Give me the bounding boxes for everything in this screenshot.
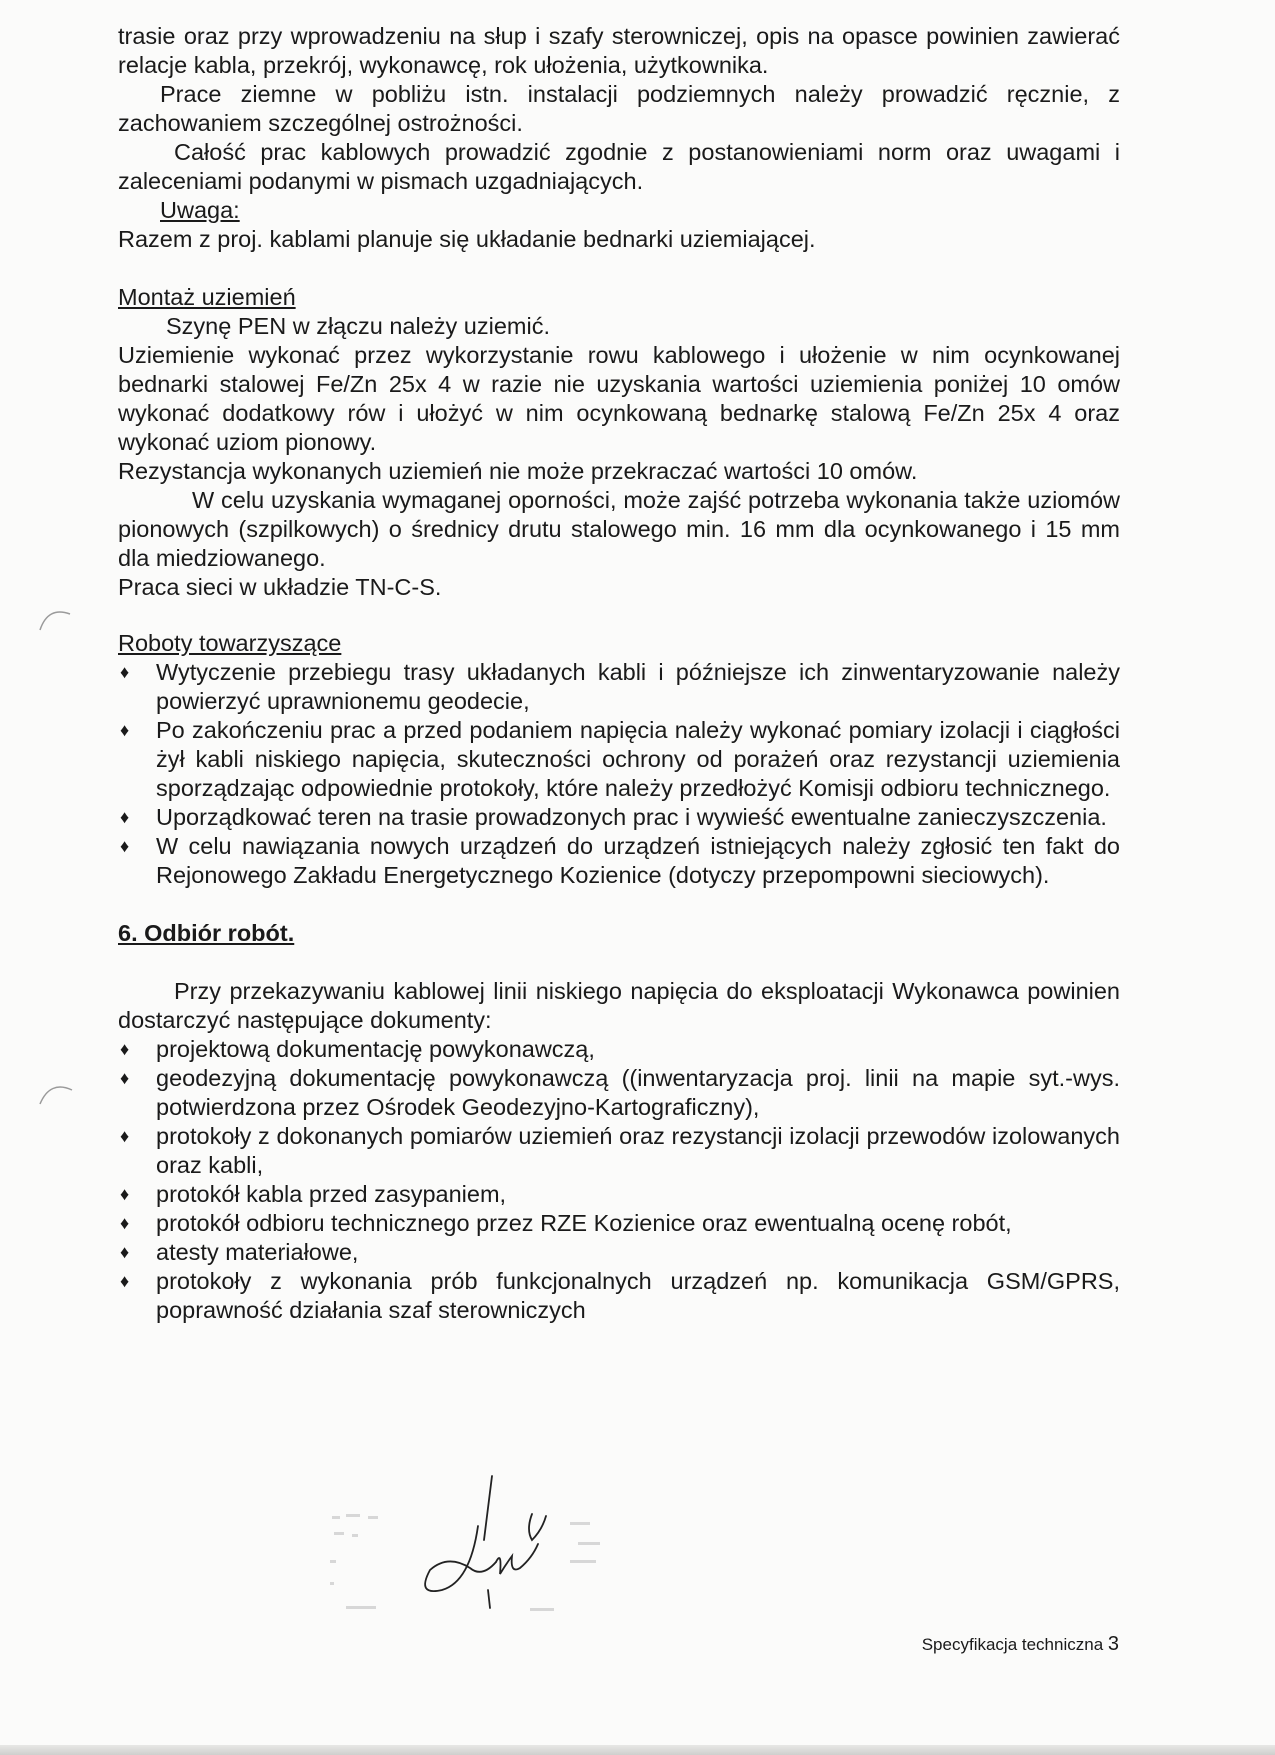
scan-bottom-edge [0, 1745, 1275, 1755]
note-label-line [118, 196, 1120, 225]
list-item: ♦ protokół odbioru technicznego przez RZE Kozienice oraz ewentualną ocenę robót, [120, 1210, 1012, 1236]
document-body [118, 22, 1120, 1325]
list-item: ♦ protokół kabla przed zasypaniem, [120, 1181, 507, 1207]
bullet-icon: ♦ [120, 1184, 130, 1204]
paragraph: Rezystancja wykonanych uziemień nie może przekraczać wartości 10 omów. [118, 458, 918, 484]
bullet-icon: ♦ [120, 807, 130, 827]
bullet-icon: ♦ [120, 1213, 130, 1233]
list-item: ♦ Uporządkować teren na trasie prowadzonych prac i wywieść ewentualne zanieczyszczenia. [120, 804, 1107, 830]
section-heading-roboty: Roboty towarzyszące [118, 630, 342, 656]
paragraph: Całość prac kablowych prowadzić zgodnie z postanowieniami norm oraz uwagami i zaleceniami podanymi w pismach uzgadniających. [118, 139, 1120, 194]
list-item: ♦ Wytyczenie przebiegu trasy układanych kabli i późniejsze ich zinwentaryzowanie należy powierzyć uprawnionemu geodecie, [120, 659, 1120, 714]
page-number: 3 [1107, 1633, 1119, 1655]
odbior-list [118, 1035, 1120, 1325]
bullet-icon: ♦ [120, 1271, 130, 1291]
bullet-icon: ♦ [120, 1242, 130, 1262]
paragraph: Uziemienie wykonać przez wykorzystanie rowu kablowego i ułożenie w nim ocynkowanej bednarki stalowej Fe/Zn 25x 4 w razie nie uzyskania wartości uziemienia poniżej 10 omów wykonać dodatkowy rów i ułożyć w nim ocynkowaną bednarkę stalową Fe/Zn 25x 4 oraz wykonać uziom pionowy. [118, 342, 1120, 455]
list-item: ♦ projektową dokumentację powykonawczą, [120, 1036, 595, 1062]
section-heading-odbior: 6. Odbiór robót. [118, 920, 295, 946]
punch-hole-mark [34, 1074, 76, 1110]
bullet-icon: ♦ [120, 836, 130, 856]
bullet-icon: ♦ [120, 720, 130, 740]
paragraph: trasie oraz przy wprowadzeniu na słup i szafy sterowniczej, opis na opasce powinien zawierać relacje kabla, przekrój, wykonawcę, rok ułożenia, użytkownika. [118, 23, 1120, 78]
list-item: ♦ geodezyjną dokumentację powykonawczą ((inwentaryzacja proj. linii na mapie syt.-wys. potwierdzona przez Ośrodek Geodezyjno-Kartograficzny), [120, 1065, 1120, 1120]
paragraph: Szynę PEN w złączu należy uziemić. [166, 313, 550, 339]
section-heading-montaz: Montaż uziemień [118, 284, 296, 310]
section-heading-line [118, 283, 1120, 312]
section-heading-line [118, 629, 1120, 658]
section-heading-line [118, 919, 1120, 948]
list-item: ♦ Po zakończeniu prac a przed podaniem napięcia należy wykonać pomiary izolacji i ciągłości żył kabli niskiego napięcia, skuteczności ochrony od porażeń oraz rezystancji uziemienia sporządzając odpowiednie protokoły, które należy przedłożyć Komisji odbioru technicznego. [120, 717, 1120, 801]
paragraph: Praca sieci w układzie TN-C-S. [118, 574, 442, 600]
list-item: ♦ protokoły z wykonania prób funkcjonalnych urządzeń np. komunikacja GSM/GPRS, poprawność działania szaf sterowniczych [120, 1268, 1120, 1323]
signature-stamp [320, 1470, 680, 1630]
roboty-list [118, 658, 1120, 890]
bullet-icon: ♦ [120, 1039, 130, 1059]
list-item: ♦ W celu nawiązania nowych urządzeń do urządzeń istniejących należy zgłosić ten fakt do Rejonowego Zakładu Energetycznego Kozienice (dotyczy przepompowni sieciowych). [120, 833, 1120, 888]
bullet-icon: ♦ [120, 1126, 130, 1146]
page-footer [922, 1633, 1119, 1656]
bullet-icon: ♦ [120, 1068, 130, 1088]
list-item: ♦ atesty materiałowe, [120, 1239, 359, 1265]
bullet-icon: ♦ [120, 662, 130, 682]
paragraph: Prace ziemne w pobliżu istn. instalacji podziemnych należy prowadzić ręcznie, z zachowaniem szczególnej ostrożności. [118, 81, 1120, 136]
footer-label: Specyfikacja techniczna [921, 1635, 1108, 1654]
list-item: ♦ protokoły z dokonanych pomiarów uziemień oraz rezystancji izolacji przewodów izolowanych oraz kabli, [120, 1123, 1120, 1178]
note-label: Uwaga: [160, 197, 240, 223]
paragraph: W celu uzyskania wymaganej oporności, może zajść potrzeba wykonania także uziomów pionowych (szpilkowych) o średnicy drutu stalowego min. 16 mm dla ocynkowanego i 15 mm dla miedziowanego. [118, 487, 1120, 571]
punch-hole-mark [34, 600, 76, 636]
paragraph: Przy przekazywaniu kablowej linii niskiego napięcia do eksploatacji Wykonawca powinien dostarczyć następujące dokumenty: [118, 978, 1120, 1033]
paragraph: Razem z proj. kablami planuje się układanie bednarki uziemiającej. [118, 226, 816, 252]
